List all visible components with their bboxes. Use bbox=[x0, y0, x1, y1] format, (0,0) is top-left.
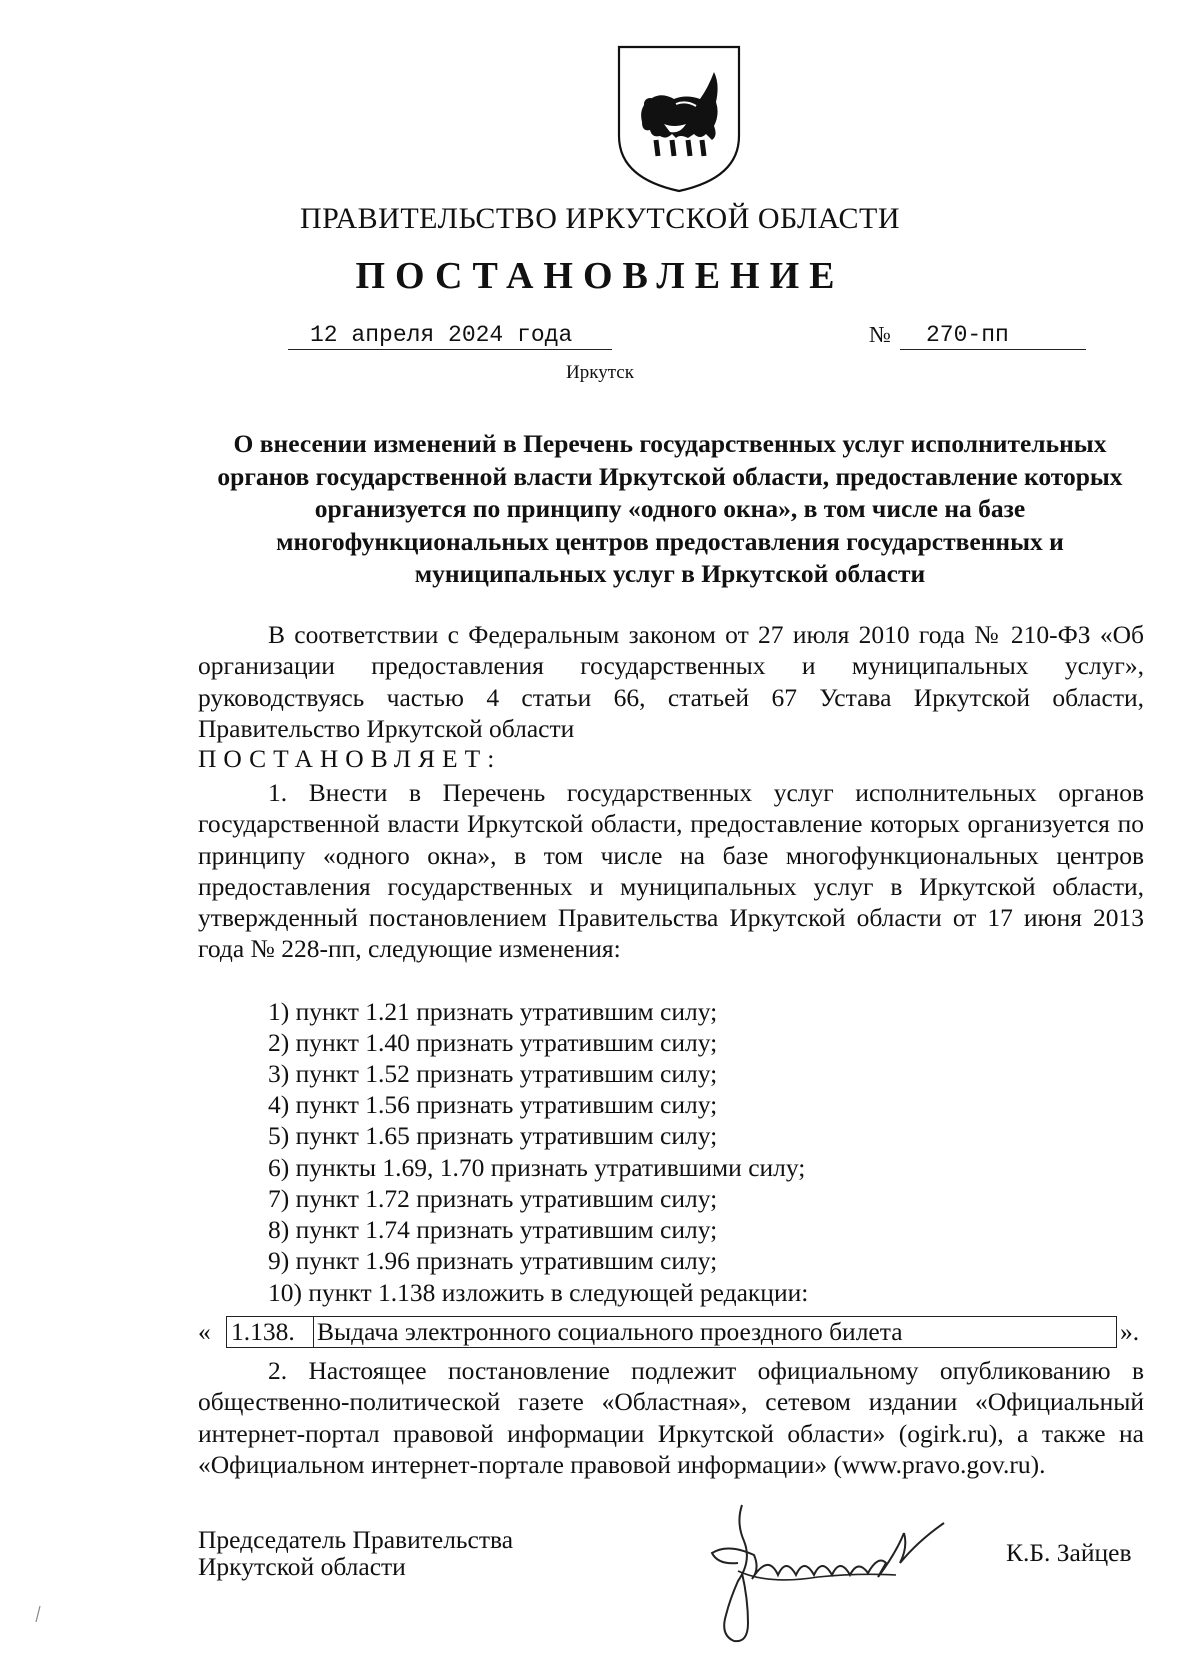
close-quote: ». bbox=[1120, 1317, 1140, 1346]
signatory-position bbox=[198, 1526, 513, 1580]
point-1-paragraph: 1. Внести в Перечень государственных услуг исполнительных органов государственной власти Иркутской области, предоставление которых организуется по принципу «одного окна», в том числе на базе многофункциональных центров предоставления государственных и муниципальных услуг в Иркутской области, утвержденный постановлением Правительства Иркутской области от 17 июня 2013 года № 228-пп, следующие изменения: bbox=[198, 778, 1144, 964]
point-2-paragraph: 2. Настоящее постановление подлежит официальному опубликованию в общественно-политической газете «Областная», сетевом издании «Официальный интернет-портал правовой информации Иркутской области» (ogirk.ru), а также на «Официальном интернет-портале правовой информации» (www.pravo.gov.ru). bbox=[198, 1356, 1144, 1479]
document-number: 270-пп bbox=[900, 322, 1086, 350]
resolves-heading: ПОСТАНОВЛЯЕТ: bbox=[198, 744, 502, 773]
list-item: 1) пункт 1.21 признать утратившим силу; bbox=[268, 997, 718, 1026]
table-cell-text: Выдача электронного социального проездного билета bbox=[313, 1316, 1117, 1348]
signer-name: К.Б. Зайцев bbox=[1006, 1538, 1132, 1567]
signature-icon bbox=[708, 1503, 968, 1645]
number-label: № bbox=[869, 322, 891, 347]
document-title: О внесении изменений в Перечень государственных услуг исполнительных органов государственной власти Иркутской области, предоставление которых организуется по принципу «одного окна», в том числе на базе многофункциональных центров предоставления государственных и муниципальных услуг в Иркутской области bbox=[217, 429, 1123, 588]
document-type: ПОСТАНОВЛЕНИЕ bbox=[355, 255, 845, 297]
city-name: Иркутск bbox=[566, 362, 634, 383]
list-item: 7) пункт 1.72 признать утратившим силу; bbox=[268, 1184, 718, 1213]
margin-mark bbox=[34, 1604, 42, 1624]
list-item: 3) пункт 1.52 признать утратившим силу; bbox=[268, 1059, 718, 1088]
preamble-paragraph: В соответствии с Федеральным законом от 27 июля 2010 года № 210-ФЗ «Об организации предоставления государственных и муниципальных услуг», руководствуясь частью 4 статьи 66, статьей 67 Устава Иркутской области, Правительство Иркутской области bbox=[198, 620, 1144, 743]
list-item: 8) пункт 1.74 признать утратившим силу; bbox=[268, 1215, 718, 1244]
list-item: 2) пункт 1.40 признать утратившим силу; bbox=[268, 1028, 718, 1057]
list-item: 9) пункт 1.96 признать утратившим силу; bbox=[268, 1246, 718, 1275]
table-cell-number: 1.138. bbox=[226, 1316, 314, 1348]
list-item: 10) пункт 1.138 изложить в следующей редакции: bbox=[268, 1278, 809, 1307]
coat-of-arms-icon bbox=[616, 44, 742, 194]
list-item: 5) пункт 1.65 признать утратившим силу; bbox=[268, 1121, 718, 1150]
position-line-1: Председатель Правительства bbox=[198, 1525, 514, 1554]
open-quote: « bbox=[198, 1317, 211, 1346]
list-item: 6) пункты 1.69, 1.70 признать утратившими силу; bbox=[268, 1153, 806, 1182]
position-line-2: Иркутской области bbox=[198, 1552, 406, 1581]
list-item: 4) пункт 1.56 признать утратившим силу; bbox=[268, 1090, 718, 1119]
document-date: 12 апреля 2024 года bbox=[288, 322, 612, 350]
government-name: ПРАВИТЕЛЬСТВО ИРКУТСКОЙ ОБЛАСТИ bbox=[299, 202, 901, 235]
